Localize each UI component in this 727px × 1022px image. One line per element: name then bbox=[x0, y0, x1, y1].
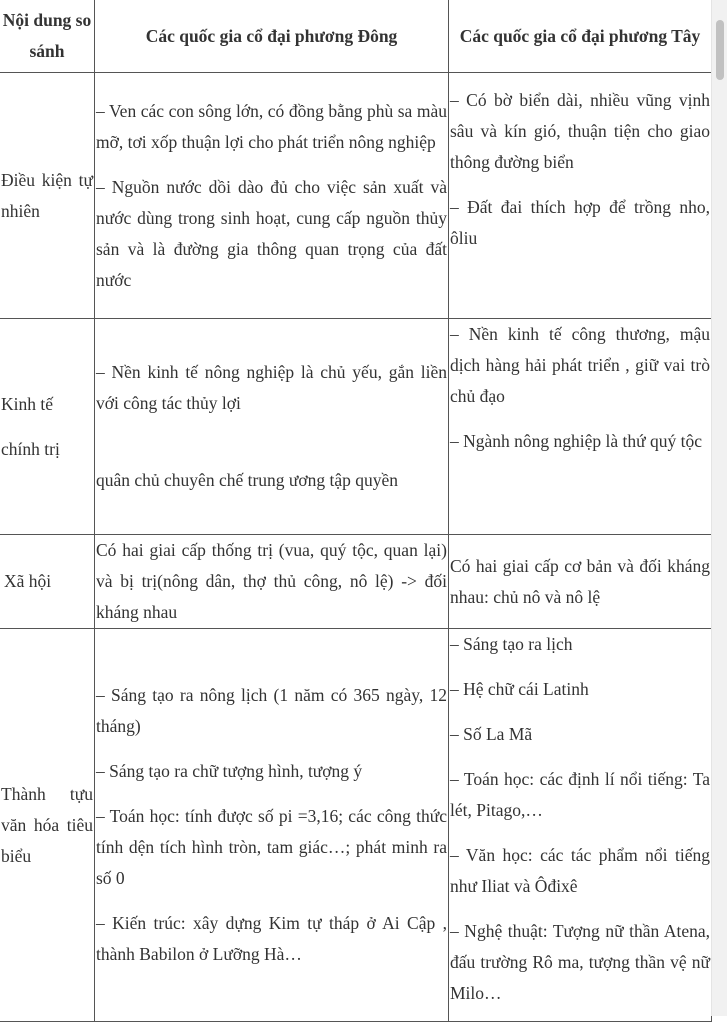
east-culture-item: – Sáng tạo ra chữ tượng hình, tượng ý bbox=[96, 761, 363, 781]
cell-west-culture bbox=[449, 629, 712, 1022]
header-criteria: Nội dung so sánh bbox=[0, 0, 95, 73]
row-label-society: Xã hội bbox=[0, 535, 95, 629]
west-culture-item: – Sáng tạo ra lịch bbox=[450, 634, 573, 654]
cell-west-society bbox=[449, 535, 712, 629]
west-natural-item: – Đất đai thích hợp để trồng nho, ôliu bbox=[450, 197, 710, 248]
west-culture-item: – Nghệ thuật: Tượng nữ thần Atena, đấu trường Rô ma, tượng thần vệ nữ Milo… bbox=[450, 921, 710, 1003]
cell-west-economy-politics bbox=[449, 319, 712, 535]
table-header-row bbox=[0, 0, 712, 73]
east-natural-item: – Nguồn nước dồi dào đủ cho việc sản xuất và nước dùng trong sinh hoạt, cung cấp nguồn thủy sản và là đường gia thông quan trọng của đất nước bbox=[96, 176, 447, 290]
row-label-line: Kinh tế bbox=[1, 393, 54, 414]
header-east: Các quốc gia cổ đại phương Đông bbox=[95, 0, 449, 73]
west-culture-item: – Số La Mã bbox=[450, 724, 533, 744]
west-society-item: Có hai giai cấp cơ bản và đối kháng nhau: chủ nô và nô lệ bbox=[450, 555, 710, 607]
east-economy-item: – Nền kinh tế nông nghiệp là chủ yếu, gắn liền với công tác thủy lợi bbox=[96, 362, 447, 413]
table-row-society bbox=[0, 535, 712, 629]
east-culture-item: – Sáng tạo ra nông lịch (1 năm có 365 ngày, 12 tháng) bbox=[96, 685, 447, 736]
cell-east-natural-conditions bbox=[95, 73, 449, 319]
east-natural-item: – Ven các con sông lớn, có đồng bằng phù sa màu mỡ, tơi xốp thuận lợi cho phát triển nông nghiệp bbox=[96, 100, 447, 152]
header-west: Các quốc gia cổ đại phương Tây bbox=[449, 0, 712, 73]
west-economy-item: – Ngành nông nghiệp là thứ quý tộc bbox=[450, 431, 703, 451]
east-economy-item: quân chủ chuyên chế trung ương tập quyền bbox=[96, 470, 399, 490]
west-natural-item: – Có bờ biển dài, nhiều vũng vịnh sâu và kín gió, thuận tiện cho giao thông đường biển bbox=[450, 90, 710, 172]
west-culture-item: – Hệ chữ cái Latinh bbox=[450, 679, 589, 699]
east-culture-item: – Toán học: tính được số pi =3,16; các công thức tính dện tích hình tròn, tam giác…; phát minh ra số 0 bbox=[96, 806, 447, 888]
table-row-culture bbox=[0, 629, 712, 1022]
east-society-item: Có hai giai cấp thống trị (vua, quý tộc, quan lại) và bị trị(nông dân, thợ thủ công, nô lệ) -> đối kháng nhau bbox=[96, 540, 447, 622]
west-culture-item: – Văn học: các tác phẩm nổi tiếng như Iliat và Ôđixê bbox=[450, 845, 710, 896]
west-economy-item: – Nền kinh tế công thương, mậu dịch hàng hải phát triển , giữ vai trò chủ đạo bbox=[450, 324, 710, 406]
cell-east-culture bbox=[95, 629, 449, 1022]
table-row-natural-conditions bbox=[0, 73, 712, 319]
east-culture-item: – Kiến trúc: xây dựng Kim tự tháp ở Ai Cập , thành Babilon ở Lưỡng Hà… bbox=[96, 913, 447, 964]
table-row-economy-politics bbox=[0, 319, 712, 535]
west-culture-item: – Toán học: các định lí nổi tiếng: Ta lét, Pitago,… bbox=[450, 769, 710, 820]
row-label-culture: Thành tựu văn hóa tiêu biểu bbox=[0, 629, 95, 1022]
row-label-economy-politics bbox=[0, 319, 95, 535]
row-label-natural-conditions: Điều kiện tự nhiên bbox=[0, 73, 95, 319]
cell-east-economy-politics bbox=[95, 319, 449, 535]
cell-east-society bbox=[95, 535, 449, 629]
scrollbar-thumb[interactable] bbox=[716, 20, 724, 80]
vertical-scrollbar[interactable] bbox=[711, 0, 727, 1016]
row-label-line: chính trị bbox=[1, 438, 60, 459]
cell-west-natural-conditions bbox=[449, 73, 712, 319]
